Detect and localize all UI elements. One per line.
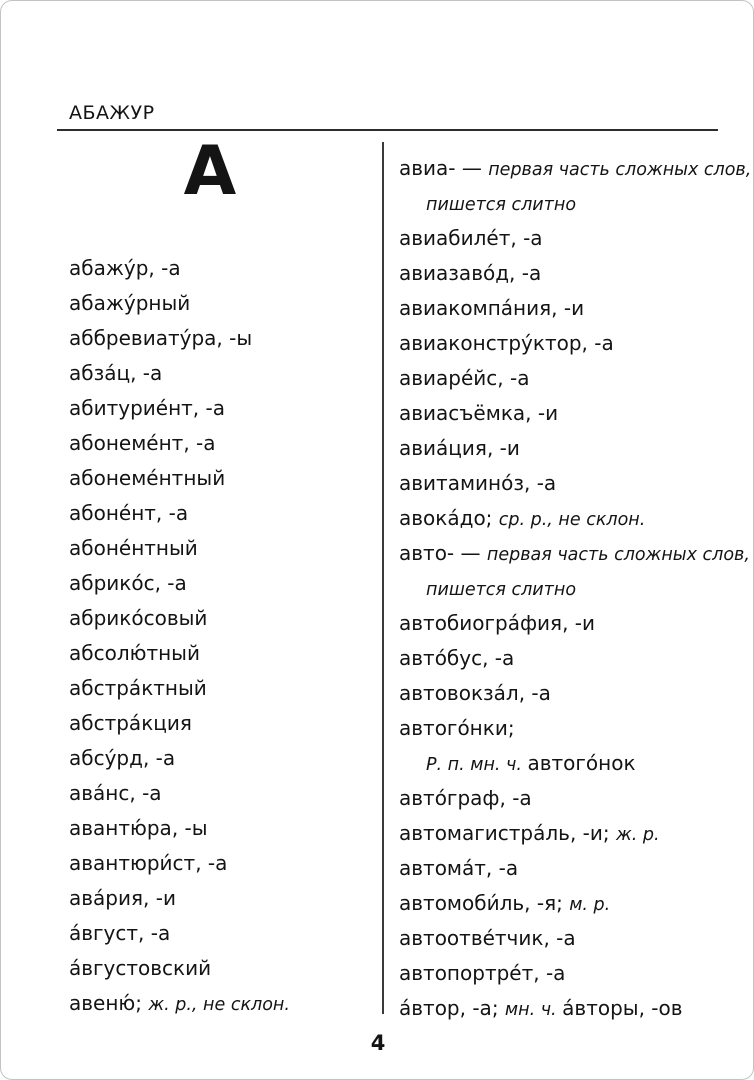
dictionary-entry bbox=[69, 706, 290, 741]
entry-headword: авто́граф, -а bbox=[399, 786, 532, 810]
entry-headword: абсу́рд, -а bbox=[69, 746, 176, 770]
dictionary-entry bbox=[399, 886, 751, 921]
dictionary-entry bbox=[69, 671, 290, 706]
section-letter: А bbox=[183, 132, 237, 211]
entry-headword: авиа- — bbox=[399, 156, 489, 180]
running-head: АБАЖУР bbox=[69, 102, 155, 124]
dictionary-entry bbox=[69, 426, 290, 461]
entry-headword: автомагистра́ль, -и; bbox=[399, 821, 616, 845]
dictionary-entry bbox=[399, 921, 751, 956]
entry-headword: а́вгуст, -а bbox=[69, 921, 171, 945]
dictionary-entry bbox=[69, 391, 290, 426]
dictionary-entry bbox=[399, 466, 751, 501]
dictionary-entry bbox=[69, 601, 290, 636]
entry-headword: авиабиле́т, -а bbox=[399, 226, 543, 250]
entry-headword: автого́нки; bbox=[399, 716, 515, 740]
entry-headword: а́втор, -а; bbox=[399, 996, 505, 1020]
entry-headword: абоне́нтный bbox=[69, 536, 198, 560]
entry-grammar-note: первая часть сложных слов, bbox=[488, 160, 752, 180]
dictionary-entry bbox=[69, 356, 290, 391]
dictionary-entry bbox=[69, 321, 290, 356]
dictionary-entry bbox=[69, 741, 290, 776]
entry-grammar-note: Р. п. мн. ч. bbox=[426, 755, 528, 775]
dictionary-entry bbox=[399, 186, 751, 221]
entry-headword: автобиогра́фия, -и bbox=[399, 611, 596, 635]
dictionary-entry bbox=[399, 221, 751, 256]
dictionary-entry bbox=[69, 811, 290, 846]
entry-headword: абрико́с, -а bbox=[69, 571, 187, 595]
entry-headword: автопортре́т, -а bbox=[399, 961, 566, 985]
entry-headword: абитурие́нт, -а bbox=[69, 396, 225, 420]
dictionary-entry bbox=[399, 571, 751, 606]
dictionary-entry bbox=[399, 431, 751, 466]
dictionary-entry bbox=[399, 361, 751, 396]
left-column-entries bbox=[69, 251, 290, 1021]
entry-headword: абсолю́тный bbox=[69, 641, 200, 665]
entry-headword: абажу́рный bbox=[69, 291, 191, 315]
entry-headword: авитамино́з, -а bbox=[399, 471, 557, 495]
entry-headword: авеню́; bbox=[69, 991, 149, 1015]
entry-headword: абонеме́нт, -а bbox=[69, 431, 216, 455]
right-column-entries bbox=[399, 151, 751, 1026]
dictionary-entry bbox=[399, 851, 751, 886]
dictionary-entry bbox=[69, 986, 290, 1021]
dictionary-entry bbox=[399, 956, 751, 991]
entry-headword: авиасъёмка, -и bbox=[399, 401, 559, 425]
dictionary-entry bbox=[399, 641, 751, 676]
entry-grammar-note: ср. р., не склон. bbox=[498, 510, 646, 530]
dictionary-entry bbox=[69, 636, 290, 671]
dictionary-entry bbox=[69, 951, 290, 986]
entry-grammar-note: пишется слитно bbox=[426, 195, 577, 215]
entry-headword: авиакомпа́ния, -и bbox=[399, 296, 585, 320]
entry-headword: ава́рия, -и bbox=[69, 886, 176, 910]
entry-headword: абрико́совый bbox=[69, 606, 208, 630]
entry-form: автого́нок bbox=[527, 751, 636, 775]
entry-grammar-note: мн. ч. bbox=[504, 1000, 563, 1020]
entry-headword: абоне́нт, -а bbox=[69, 501, 189, 525]
entry-headword: авто- — bbox=[399, 541, 487, 565]
dictionary-entry bbox=[399, 396, 751, 431]
entry-headword: авто́бус, -а bbox=[399, 646, 515, 670]
entry-headword: авиаре́йс, -а bbox=[399, 366, 530, 390]
entry-headword: абажу́р, -а bbox=[69, 256, 181, 280]
entry-headword: аббревиату́ра, -ы bbox=[69, 326, 253, 350]
dictionary-entry bbox=[399, 326, 751, 361]
dictionary-entry bbox=[399, 711, 751, 746]
entry-grammar-note: ж. р., не склон. bbox=[148, 995, 290, 1015]
entry-headword: авантюри́ст, -а bbox=[69, 851, 228, 875]
entry-headword: абонеме́нтный bbox=[69, 466, 226, 490]
header-rule bbox=[57, 129, 718, 131]
dictionary-entry bbox=[399, 536, 751, 571]
entry-headword: абза́ц, -а bbox=[69, 361, 163, 385]
dictionary-entry bbox=[399, 746, 751, 781]
dictionary-entry bbox=[399, 291, 751, 326]
entry-grammar-note: ж. р. bbox=[615, 825, 660, 845]
dictionary-entry bbox=[399, 991, 751, 1026]
dictionary-entry bbox=[69, 566, 290, 601]
entry-grammar-note: м. р. bbox=[569, 895, 611, 915]
dictionary-entry bbox=[399, 256, 751, 291]
dictionary-entry bbox=[69, 531, 290, 566]
entry-headword: абстра́кция bbox=[69, 711, 192, 735]
dictionary-entry bbox=[69, 881, 290, 916]
entry-grammar-note: первая часть сложных слов, bbox=[486, 545, 750, 565]
entry-headword: автовокза́л, -а bbox=[399, 681, 551, 705]
dictionary-entry bbox=[69, 461, 290, 496]
entry-headword: а́вгустовский bbox=[69, 956, 212, 980]
entry-form: а́вторы, -ов bbox=[562, 996, 683, 1020]
dictionary-entry bbox=[399, 676, 751, 711]
dictionary-entry bbox=[69, 286, 290, 321]
dictionary-entry bbox=[399, 501, 751, 536]
entry-headword: авиаконстру́ктор, -а bbox=[399, 331, 614, 355]
dictionary-entry bbox=[69, 846, 290, 881]
entry-headword: ава́нс, -а bbox=[69, 781, 162, 805]
entry-headword: автоотве́тчик, -а bbox=[399, 926, 576, 950]
dictionary-entry bbox=[399, 816, 751, 851]
entry-headword: автома́т, -а bbox=[399, 856, 519, 880]
entry-headword: авиа́ция, -и bbox=[399, 436, 520, 460]
entry-headword: авиазаво́д, -а bbox=[399, 261, 542, 285]
dictionary-entry bbox=[399, 151, 751, 186]
dictionary-entry bbox=[399, 606, 751, 641]
page-number: 4 bbox=[370, 1031, 386, 1055]
column-divider bbox=[382, 142, 384, 1014]
dictionary-entry bbox=[69, 496, 290, 531]
entry-headword: авантю́ра, -ы bbox=[69, 816, 208, 840]
entry-headword: авока́до; bbox=[399, 506, 499, 530]
dictionary-entry bbox=[69, 776, 290, 811]
entry-headword: автомоби́ль, -я; bbox=[399, 891, 570, 915]
entry-grammar-note: пишется слитно bbox=[426, 580, 577, 600]
dictionary-entry bbox=[399, 781, 751, 816]
entry-headword: абстра́ктный bbox=[69, 676, 207, 700]
dictionary-entry bbox=[69, 916, 290, 951]
dictionary-entry bbox=[69, 251, 290, 286]
